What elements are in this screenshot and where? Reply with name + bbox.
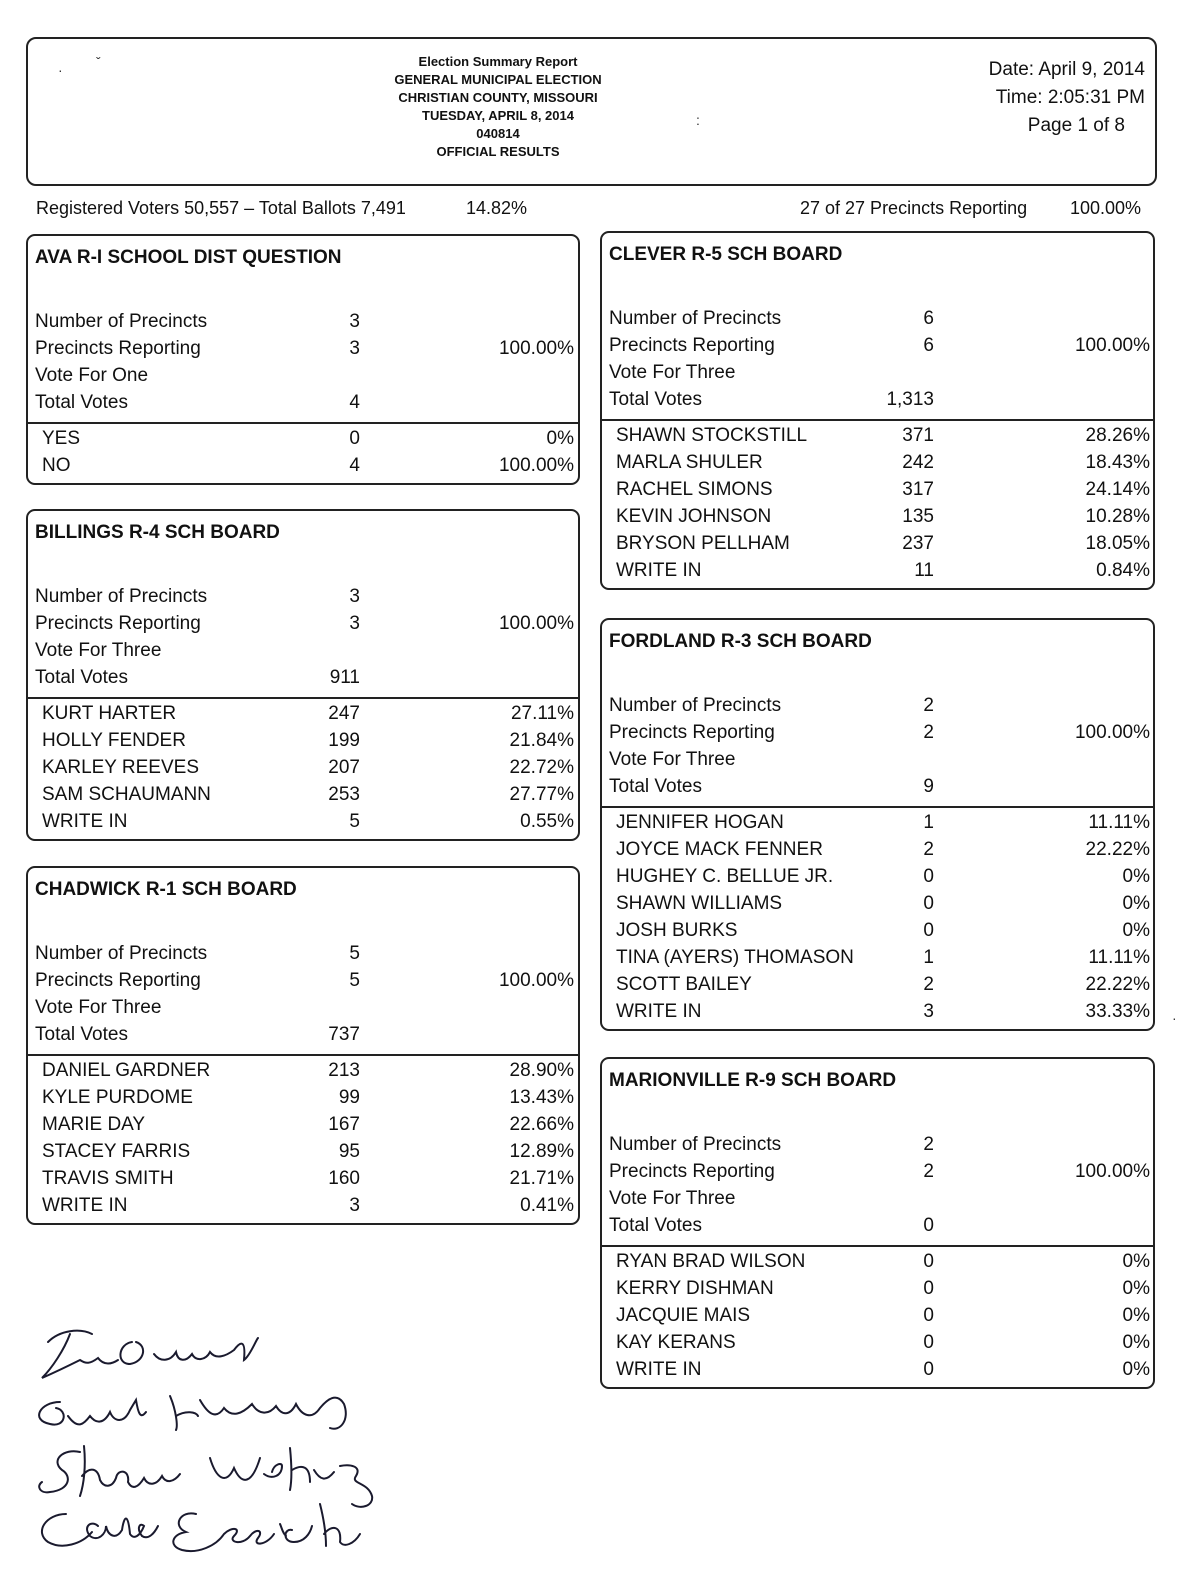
candidate-row [28, 754, 578, 781]
candidate-name: TINA (AYERS) THOMASON [616, 947, 854, 968]
candidate-row [602, 1248, 1153, 1275]
vote-for-row [28, 994, 578, 1021]
candidate-votes: 253 [328, 784, 360, 805]
candidate-name: WRITE IN [42, 811, 128, 832]
candidate-name: SHAWN STOCKSTILL [616, 425, 808, 446]
total-votes-row [28, 1021, 578, 1048]
contest-title: BILLINGS R-4 SCH BOARD [35, 522, 280, 543]
candidate-percent: 22.66% [509, 1114, 574, 1135]
candidate-percent: 11.11% [1088, 947, 1150, 968]
report-time: Time: 2:05:31 PM [995, 87, 1145, 108]
candidate-row [28, 1192, 578, 1219]
scan-speck: : [696, 112, 700, 128]
precincts-reporting-summary: 27 of 27 Precincts Reporting [800, 198, 1028, 218]
turnout-percent: 14.82% [466, 198, 528, 218]
candidate-votes: 0 [923, 1305, 934, 1326]
precincts-reporting-row [602, 332, 1153, 359]
total-votes-row [28, 389, 578, 416]
candidate-votes: 1 [923, 947, 934, 968]
candidate-row [602, 944, 1153, 971]
contest-divider [602, 1245, 1153, 1247]
candidate-name: MARLA SHULER [616, 452, 763, 473]
report-title-block [338, 53, 658, 161]
candidate-votes: 2 [923, 974, 934, 995]
candidate-name: KERRY DISHMAN [616, 1278, 774, 1299]
candidate-row [28, 700, 578, 727]
candidate-percent: 10.28% [1085, 506, 1150, 527]
num-precincts-row [28, 308, 578, 335]
precincts-reporting-label: Precincts Reporting [35, 613, 201, 634]
candidate-percent: 100.00% [498, 455, 574, 476]
candidate-votes: 1 [923, 812, 934, 833]
total-votes-value: 9 [923, 776, 934, 797]
candidate-name: WRITE IN [42, 1195, 128, 1216]
candidate-votes: 213 [328, 1060, 360, 1081]
candidate-name: JOSH BURKS [616, 920, 738, 941]
candidate-percent: 13.43% [509, 1087, 574, 1108]
contest-divider [28, 1054, 578, 1056]
candidate-row [28, 425, 578, 452]
num-precincts-value: 6 [923, 308, 934, 329]
contest-panel [26, 866, 580, 1225]
num-precincts-value: 3 [349, 586, 360, 607]
candidate-votes: 99 [338, 1087, 360, 1108]
candidate-percent: 0% [1122, 893, 1150, 914]
candidate-row [28, 1138, 578, 1165]
candidate-votes: 167 [328, 1114, 360, 1135]
candidate-row [28, 808, 578, 835]
total-votes-row [602, 1212, 1153, 1239]
page-number: Page 1 of 8 [1027, 115, 1125, 136]
num-precincts-row [602, 305, 1153, 332]
contest-panel [26, 234, 580, 485]
registered-voters: Registered Voters 50,557 – Total Ballots 7,491 [36, 198, 406, 218]
num-precincts-row [28, 940, 578, 967]
num-precincts-label: Number of Precincts [609, 1134, 782, 1155]
candidate-percent: 28.90% [509, 1060, 574, 1081]
precincts-reporting-value: 5 [349, 970, 360, 991]
vote-for-row [602, 746, 1153, 773]
num-precincts-row [28, 583, 578, 610]
candidate-votes: 207 [328, 757, 360, 778]
candidate-votes: 0 [349, 428, 360, 449]
candidate-row [28, 1084, 578, 1111]
total-votes-value: 4 [349, 392, 360, 413]
report-title: Election Summary Report [418, 54, 578, 69]
candidate-row [28, 1111, 578, 1138]
scan-speck: · [58, 62, 63, 78]
candidate-percent: 33.33% [1085, 1001, 1150, 1022]
precincts-reporting-row [602, 719, 1153, 746]
candidate-row [602, 890, 1153, 917]
candidate-percent: 24.14% [1085, 479, 1150, 500]
candidate-row [602, 863, 1153, 890]
report-header [26, 37, 1157, 186]
candidate-percent: 0% [1122, 866, 1150, 887]
total-votes-label: Total Votes [609, 389, 702, 410]
candidate-row [28, 727, 578, 754]
precincts-reporting-value: 6 [923, 335, 934, 356]
candidate-percent: 0% [1122, 1278, 1150, 1299]
num-precincts-value: 3 [349, 311, 360, 332]
total-votes-value: 737 [328, 1024, 360, 1045]
total-votes-label: Total Votes [35, 1024, 128, 1045]
precincts-reporting-row [28, 335, 578, 362]
vote-for-row [28, 637, 578, 664]
total-votes-value: 0 [923, 1215, 934, 1236]
candidate-row [602, 971, 1153, 998]
candidate-name: RYAN BRAD WILSON [616, 1251, 806, 1272]
contest-divider [28, 422, 578, 424]
precincts-reporting-label: Precincts Reporting [609, 722, 775, 743]
precincts-reporting-label: Precincts Reporting [35, 338, 201, 359]
total-votes-label: Total Votes [35, 392, 128, 413]
precincts-reporting-percent: 100.00% [498, 338, 574, 359]
contest-title: CHADWICK R-1 SCH BOARD [35, 879, 297, 900]
candidate-name: SHAWN WILLIAMS [616, 893, 783, 914]
num-precincts-label: Number of Precincts [35, 586, 208, 607]
candidate-percent: 0% [1122, 1251, 1150, 1272]
candidate-percent: 27.77% [509, 784, 574, 805]
total-votes-label: Total Votes [35, 667, 128, 688]
candidate-name: HOLLY FENDER [42, 730, 186, 751]
candidate-name: KARLEY REEVES [42, 757, 200, 778]
candidate-votes: 0 [923, 1278, 934, 1299]
header-line: 040814 [476, 126, 520, 141]
candidate-votes: 237 [902, 533, 934, 554]
signatures [20, 1320, 440, 1565]
candidate-votes: 95 [338, 1141, 360, 1162]
num-precincts-value: 2 [923, 695, 934, 716]
precincts-reporting-percent: 100.00% [1070, 198, 1142, 218]
candidate-percent: 0% [1122, 1305, 1150, 1326]
candidate-percent: 21.71% [509, 1168, 574, 1189]
total-votes-label: Total Votes [609, 776, 702, 797]
precincts-reporting-row [28, 610, 578, 637]
report-meta [989, 56, 1145, 140]
candidate-votes: 4 [349, 455, 360, 476]
contest-title: FORDLAND R-3 SCH BOARD [609, 631, 872, 652]
num-precincts-label: Number of Precincts [609, 695, 782, 716]
vote-for-label: Vote For Three [609, 1188, 736, 1209]
vote-for-label: Vote For One [35, 365, 149, 386]
precincts-reporting-value: 3 [349, 338, 360, 359]
candidate-votes: 242 [902, 452, 934, 473]
total-votes-row [602, 773, 1153, 800]
candidate-percent: 0% [1122, 1332, 1150, 1353]
candidate-row [602, 1275, 1153, 1302]
candidate-percent: 11.11% [1088, 812, 1150, 833]
candidate-name: JOYCE MACK FENNER [616, 839, 823, 860]
candidate-name: HUGHEY C. BELLUE JR. [616, 866, 834, 887]
total-votes-value: 911 [329, 667, 360, 688]
candidate-percent: 0% [1122, 920, 1150, 941]
candidate-name: WRITE IN [616, 560, 702, 581]
candidate-row [28, 781, 578, 808]
total-votes-label: Total Votes [609, 1215, 702, 1236]
candidate-name: BRYSON PELLHAM [616, 533, 790, 554]
candidate-name: NO [42, 455, 71, 476]
vote-for-row [602, 359, 1153, 386]
header-line: TUESDAY, APRIL 8, 2014 [422, 108, 574, 123]
vote-for-label: Vote For Three [35, 997, 162, 1018]
candidate-row [602, 998, 1153, 1025]
candidate-votes: 199 [328, 730, 360, 751]
candidate-votes: 0 [923, 1332, 934, 1353]
precincts-reporting-value: 2 [923, 1161, 934, 1182]
candidate-row [602, 449, 1153, 476]
num-precincts-value: 2 [923, 1134, 934, 1155]
candidate-votes: 2 [923, 839, 934, 860]
candidate-row [602, 917, 1153, 944]
candidate-row [28, 1057, 578, 1084]
precincts-reporting-label: Precincts Reporting [35, 970, 201, 991]
candidate-row [602, 503, 1153, 530]
scan-speck: ˇ [96, 54, 101, 70]
candidate-name: JACQUIE MAIS [616, 1305, 751, 1326]
candidate-name: KYLE PURDOME [42, 1087, 193, 1108]
candidate-row [602, 809, 1153, 836]
contest-panel [26, 509, 580, 841]
candidate-votes: 0 [923, 1359, 934, 1380]
vote-for-label: Vote For Three [35, 640, 162, 661]
candidate-name: SAM SCHAUMANN [42, 784, 211, 805]
candidate-name: WRITE IN [616, 1001, 702, 1022]
contest-title: AVA R-I SCHOOL DIST QUESTION [35, 247, 342, 268]
candidate-name: JENNIFER HOGAN [616, 812, 784, 833]
precincts-reporting-label: Precincts Reporting [609, 335, 775, 356]
scan-speck: · [1172, 1010, 1177, 1026]
candidate-percent: 27.11% [510, 703, 574, 724]
candidate-percent: 22.22% [1085, 839, 1150, 860]
precincts-reporting-label: Precincts Reporting [609, 1161, 775, 1182]
candidate-row [28, 1165, 578, 1192]
candidate-row [602, 1329, 1153, 1356]
candidate-votes: 0 [923, 920, 934, 941]
candidate-percent: 0.41% [520, 1195, 574, 1216]
precincts-reporting-value: 3 [349, 613, 360, 634]
candidate-name: KURT HARTER [42, 703, 177, 724]
candidate-name: STACEY FARRIS [42, 1141, 191, 1162]
candidate-row [602, 836, 1153, 863]
candidate-percent: 12.89% [509, 1141, 574, 1162]
candidate-percent: 21.84% [509, 730, 574, 751]
candidate-votes: 135 [902, 506, 934, 527]
header-line: GENERAL MUNICIPAL ELECTION [394, 72, 602, 87]
precincts-reporting-value: 2 [923, 722, 934, 743]
contest-panel [600, 1057, 1155, 1389]
header-line: CHRISTIAN COUNTY, MISSOURI [398, 90, 598, 105]
candidate-votes: 3 [349, 1195, 360, 1216]
vote-for-row [28, 362, 578, 389]
candidate-row [602, 1302, 1153, 1329]
precincts-reporting-percent: 100.00% [1074, 335, 1150, 356]
candidate-row [28, 452, 578, 479]
candidate-votes: 11 [914, 560, 934, 581]
contest-title: CLEVER R-5 SCH BOARD [609, 244, 843, 265]
candidate-row [602, 530, 1153, 557]
candidate-percent: 0.84% [1096, 560, 1150, 581]
contest-divider [28, 697, 578, 699]
num-precincts-value: 5 [349, 943, 360, 964]
num-precincts-label: Number of Precincts [35, 311, 208, 332]
candidate-votes: 247 [328, 703, 360, 724]
candidate-row [602, 476, 1153, 503]
candidate-name: DANIEL GARDNER [42, 1060, 211, 1081]
candidate-name: SCOTT BAILEY [616, 974, 752, 995]
num-precincts-label: Number of Precincts [35, 943, 208, 964]
precincts-reporting-percent: 100.00% [1074, 1161, 1150, 1182]
vote-for-row [602, 1185, 1153, 1212]
precincts-reporting-row [28, 967, 578, 994]
num-precincts-label: Number of Precincts [609, 308, 782, 329]
candidate-percent: 28.26% [1085, 425, 1150, 446]
candidate-name: KEVIN JOHNSON [616, 506, 772, 527]
total-votes-row [28, 664, 578, 691]
candidate-votes: 317 [902, 479, 934, 500]
candidate-percent: 22.72% [509, 757, 574, 778]
contest-panel [600, 231, 1155, 590]
candidate-percent: 22.22% [1085, 974, 1150, 995]
candidate-votes: 371 [902, 425, 934, 446]
candidate-percent: 0.55% [520, 811, 574, 832]
vote-for-label: Vote For Three [609, 362, 736, 383]
num-precincts-row [602, 1131, 1153, 1158]
candidate-percent: 18.43% [1085, 452, 1150, 473]
candidate-name: RACHEL SIMONS [616, 479, 773, 500]
candidate-percent: 18.05% [1085, 533, 1150, 554]
precincts-reporting-percent: 100.00% [498, 613, 574, 634]
contest-divider [602, 419, 1153, 421]
candidate-percent: 0% [1122, 1359, 1150, 1380]
contest-divider [602, 806, 1153, 808]
total-votes-value: 1,313 [886, 389, 934, 410]
candidate-votes: 3 [923, 1001, 934, 1022]
candidate-name: KAY KERANS [616, 1332, 736, 1353]
candidate-name: TRAVIS SMITH [42, 1168, 174, 1189]
candidate-votes: 0 [923, 866, 934, 887]
candidate-name: WRITE IN [616, 1359, 702, 1380]
precincts-reporting-row [602, 1158, 1153, 1185]
candidate-row [602, 1356, 1153, 1383]
precincts-reporting-percent: 100.00% [1074, 722, 1150, 743]
candidate-votes: 0 [923, 1251, 934, 1272]
precincts-reporting-percent: 100.00% [498, 970, 574, 991]
candidate-name: MARIE DAY [42, 1114, 146, 1135]
candidate-votes: 0 [923, 893, 934, 914]
contest-title: MARIONVILLE R-9 SCH BOARD [609, 1070, 897, 1091]
candidate-name: YES [42, 428, 81, 449]
header-line: OFFICIAL RESULTS [436, 144, 560, 159]
total-votes-row [602, 386, 1153, 413]
contest-panel [600, 618, 1155, 1031]
candidate-votes: 160 [328, 1168, 360, 1189]
report-date: Date: April 9, 2014 [988, 59, 1145, 80]
candidate-votes: 5 [349, 811, 360, 832]
candidate-row [602, 557, 1153, 584]
candidate-percent: 0% [546, 428, 574, 449]
vote-for-label: Vote For Three [609, 749, 736, 770]
num-precincts-row [602, 692, 1153, 719]
candidate-row [602, 422, 1153, 449]
